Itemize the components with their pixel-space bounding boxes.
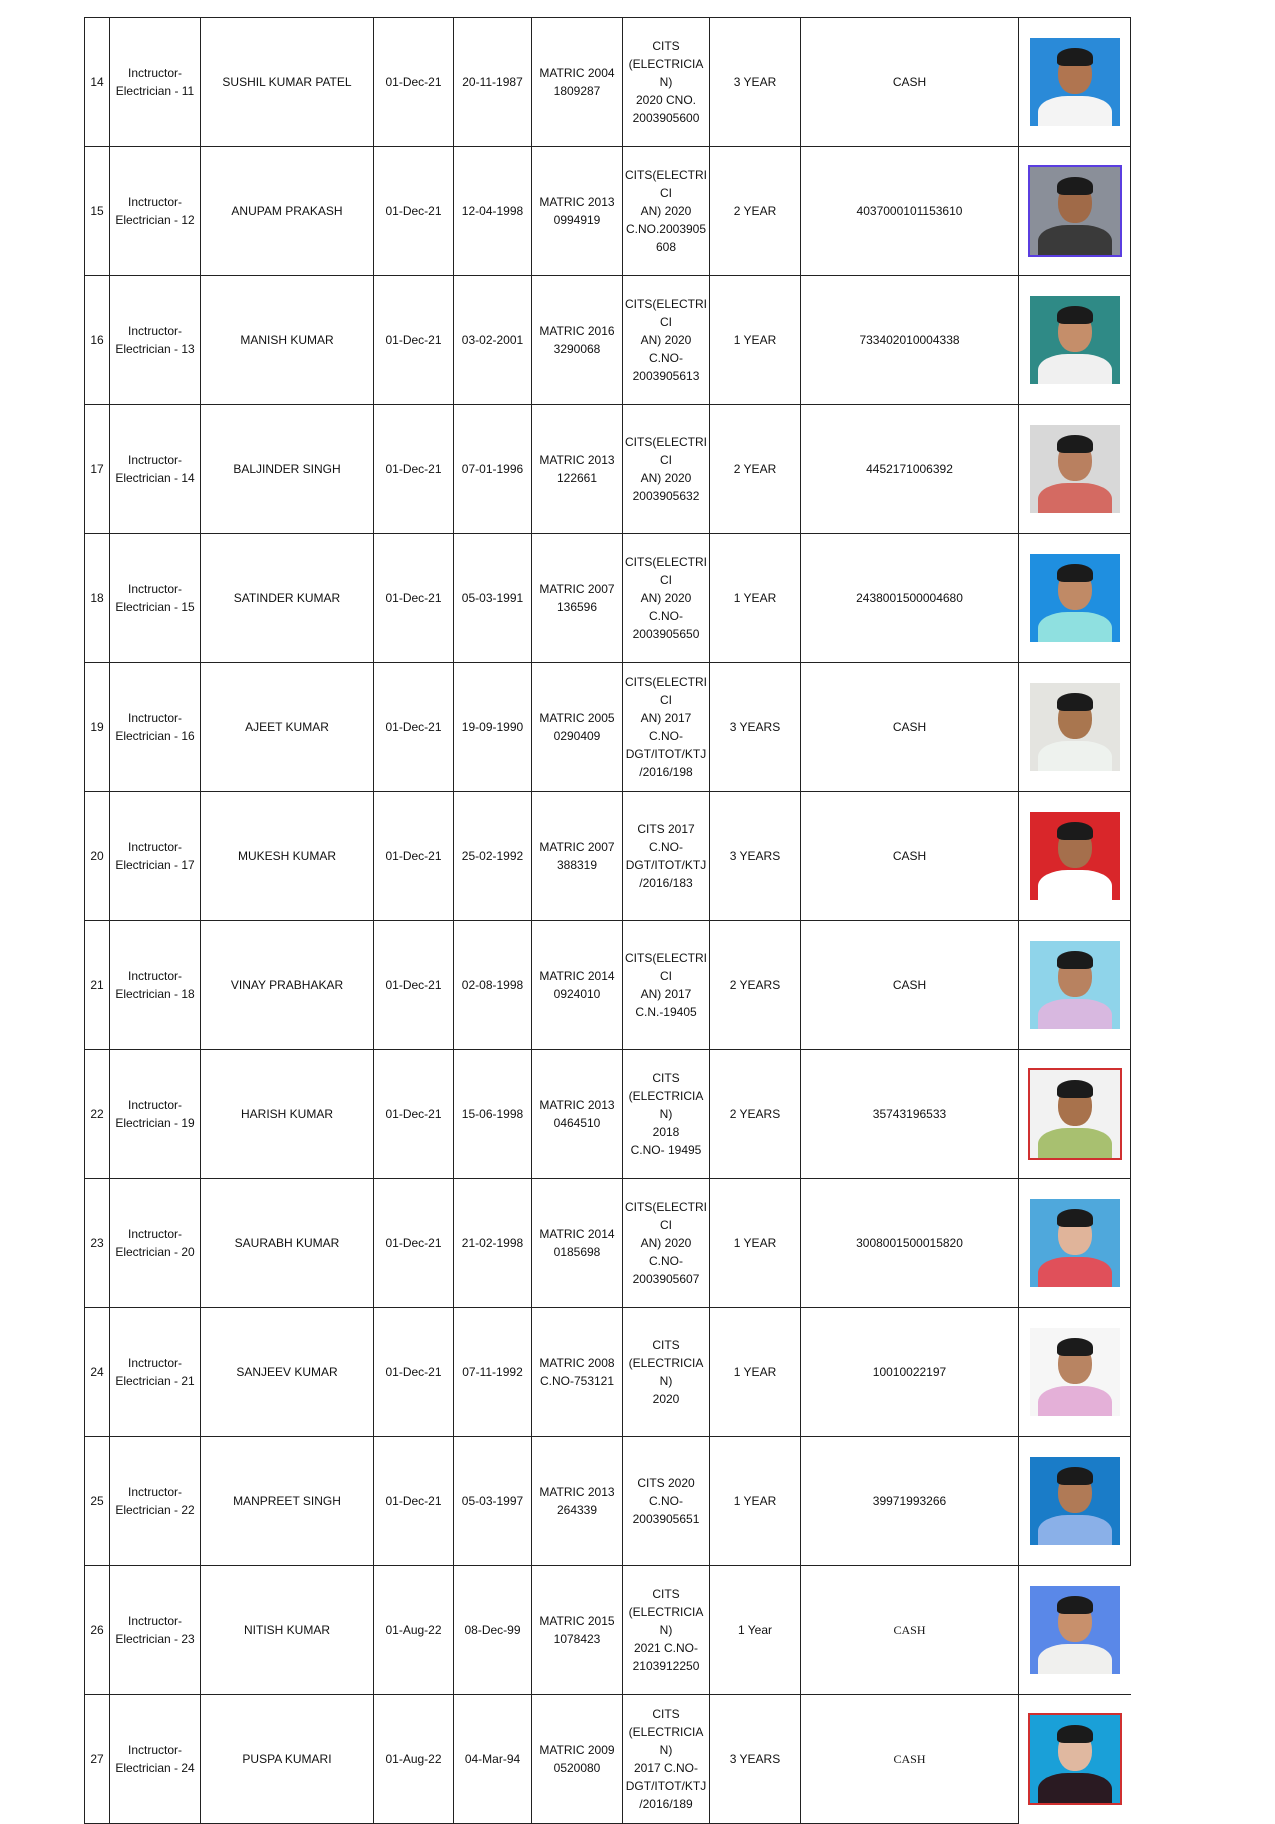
- photo-cell: [1019, 792, 1131, 921]
- applicant-name: MANISH KUMAR: [201, 276, 374, 405]
- cits-certificate: CITS (ELECTRICIAN) 2020 CNO. 2003905600: [623, 18, 710, 147]
- applicant-name: NITISH KUMAR: [201, 1566, 374, 1695]
- applicant-photo-icon: [1030, 296, 1120, 384]
- payment-details: 733402010004338: [801, 276, 1019, 405]
- experience: 3 YEARS: [710, 1695, 801, 1824]
- post-name: Inctructor- Electrician - 18: [110, 921, 201, 1050]
- applicant-name: SANJEEV KUMAR: [201, 1308, 374, 1437]
- photo-cell: [1019, 1179, 1131, 1308]
- photo-hair: [1057, 1209, 1093, 1227]
- photo-cell: [1019, 663, 1131, 792]
- table-row: [85, 534, 1131, 663]
- experience: 1 Year: [710, 1566, 801, 1695]
- applicant-photo-icon: [1030, 1328, 1120, 1416]
- date-of-joining: 01-Aug-22: [374, 1566, 454, 1695]
- post-name: Inctructor- Electrician - 19: [110, 1050, 201, 1179]
- date-of-birth: 04-Mar-94: [454, 1695, 532, 1824]
- experience: 2 YEAR: [710, 147, 801, 276]
- photo-cell: [1019, 534, 1131, 663]
- table-row: [85, 1050, 1131, 1179]
- date-of-birth: 02-08-1998: [454, 921, 532, 1050]
- serial-number: 22: [85, 1050, 110, 1179]
- table-row: [85, 1437, 1131, 1566]
- photo-cell: [1019, 276, 1131, 405]
- photo-shirt: [1038, 96, 1112, 126]
- applicant-photo-icon: [1030, 1586, 1120, 1674]
- photo-shirt: [1038, 1644, 1112, 1674]
- date-of-joining: 01-Dec-21: [374, 792, 454, 921]
- post-name: Inctructor- Electrician - 20: [110, 1179, 201, 1308]
- serial-number: 14: [85, 18, 110, 147]
- applicant-photo-icon: [1030, 1199, 1120, 1287]
- photo-hair: [1057, 693, 1093, 711]
- photo-shirt: [1038, 999, 1112, 1029]
- date-of-joining: 01-Dec-21: [374, 405, 454, 534]
- payment-details: CASH: [801, 1566, 1019, 1695]
- applicant-photo-icon: [1030, 1457, 1120, 1545]
- payment-details: 4037000101153610: [801, 147, 1019, 276]
- photo-cell: [1019, 1050, 1131, 1179]
- serial-number: 15: [85, 147, 110, 276]
- date-of-joining: 01-Dec-21: [374, 18, 454, 147]
- cits-certificate: CITS (ELECTRICIAN) 2020: [623, 1308, 710, 1437]
- table-row: [85, 1308, 1131, 1437]
- experience: 3 YEAR: [710, 18, 801, 147]
- serial-number: 21: [85, 921, 110, 1050]
- photo-shirt: [1038, 483, 1112, 513]
- post-name: Inctructor- Electrician - 13: [110, 276, 201, 405]
- serial-number: 18: [85, 534, 110, 663]
- table-row: [85, 663, 1131, 792]
- payment-details: CASH: [801, 18, 1019, 147]
- serial-number: 23: [85, 1179, 110, 1308]
- post-name: Inctructor- Electrician - 21: [110, 1308, 201, 1437]
- photo-shirt: [1038, 1515, 1112, 1545]
- applicant-name: SUSHIL KUMAR PATEL: [201, 18, 374, 147]
- post-name: Inctructor- Electrician - 23: [110, 1566, 201, 1695]
- serial-number: 25: [85, 1437, 110, 1566]
- post-name: Inctructor- Electrician - 15: [110, 534, 201, 663]
- matric-details: MATRIC 2014 0185698: [532, 1179, 623, 1308]
- applicant-name: ANUPAM PRAKASH: [201, 147, 374, 276]
- photo-cell: [1019, 1308, 1131, 1437]
- table-row: [85, 1566, 1131, 1695]
- applicant-name: MANPREET SINGH: [201, 1437, 374, 1566]
- serial-number: 17: [85, 405, 110, 534]
- photo-hair: [1057, 951, 1093, 969]
- date-of-birth: 20-11-1987: [454, 18, 532, 147]
- cits-certificate: CITS (ELECTRICIAN) 2018 C.NO- 19495: [623, 1050, 710, 1179]
- date-of-birth: 05-03-1997: [454, 1437, 532, 1566]
- matric-details: MATRIC 2004 1809287: [532, 18, 623, 147]
- matric-details: MATRIC 2015 1078423: [532, 1566, 623, 1695]
- table-row: [85, 792, 1131, 921]
- photo-hair: [1057, 177, 1093, 195]
- photo-shirt: [1038, 1386, 1112, 1416]
- photo-hair: [1057, 564, 1093, 582]
- applicant-photo-icon: [1030, 38, 1120, 126]
- post-name: Inctructor- Electrician - 22: [110, 1437, 201, 1566]
- payment-details: CASH: [801, 921, 1019, 1050]
- date-of-joining: 01-Dec-21: [374, 534, 454, 663]
- photo-shirt: [1038, 1128, 1112, 1158]
- cits-certificate: CITS 2020 C.NO- 2003905651: [623, 1437, 710, 1566]
- applicant-photo-icon: [1030, 1070, 1120, 1158]
- post-name: Inctructor- Electrician - 14: [110, 405, 201, 534]
- photo-cell: [1019, 921, 1131, 1050]
- experience: 3 YEARS: [710, 792, 801, 921]
- payment-details: 4452171006392: [801, 405, 1019, 534]
- matric-details: MATRIC 2007 388319: [532, 792, 623, 921]
- date-of-birth: 21-02-1998: [454, 1179, 532, 1308]
- photo-hair: [1057, 1596, 1093, 1614]
- photo-shirt: [1038, 1257, 1112, 1287]
- photo-hair: [1057, 306, 1093, 324]
- date-of-joining: 01-Dec-21: [374, 1050, 454, 1179]
- table-row: [85, 921, 1131, 1050]
- post-name: Inctructor- Electrician - 12: [110, 147, 201, 276]
- experience: 2 YEARS: [710, 1050, 801, 1179]
- table-row: [85, 1179, 1131, 1308]
- payment-details: CASH: [801, 1695, 1019, 1824]
- cits-certificate: CITS(ELECTRICI AN) 2020 C.NO- 2003905607: [623, 1179, 710, 1308]
- experience: 1 YEAR: [710, 1437, 801, 1566]
- applicant-photo-icon: [1030, 941, 1120, 1029]
- table-row: [85, 405, 1131, 534]
- date-of-birth: 08-Dec-99: [454, 1566, 532, 1695]
- matric-details: MATRIC 2008 C.NO-753121: [532, 1308, 623, 1437]
- photo-hair: [1057, 48, 1093, 66]
- cits-certificate: CITS(ELECTRICI AN) 2017 C.NO- DGT/ITOT/KTJ /2016/198: [623, 663, 710, 792]
- matric-details: MATRIC 2007 136596: [532, 534, 623, 663]
- applicant-photo-icon: [1030, 683, 1120, 771]
- experience: 2 YEAR: [710, 405, 801, 534]
- post-name: Inctructor- Electrician - 11: [110, 18, 201, 147]
- applicant-name: SATINDER KUMAR: [201, 534, 374, 663]
- date-of-birth: 07-01-1996: [454, 405, 532, 534]
- date-of-joining: 01-Dec-21: [374, 276, 454, 405]
- cits-certificate: CITS(ELECTRICI AN) 2020 C.NO- 2003905650: [623, 534, 710, 663]
- photo-shirt: [1038, 741, 1112, 771]
- date-of-birth: 15-06-1998: [454, 1050, 532, 1179]
- date-of-joining: 01-Dec-21: [374, 147, 454, 276]
- date-of-birth: 07-11-1992: [454, 1308, 532, 1437]
- applicant-name: PUSPA KUMARI: [201, 1695, 374, 1824]
- experience: 3 YEARS: [710, 663, 801, 792]
- matric-details: MATRIC 2016 3290068: [532, 276, 623, 405]
- serial-number: 24: [85, 1308, 110, 1437]
- payment-details: 3008001500015820: [801, 1179, 1019, 1308]
- date-of-birth: 03-02-2001: [454, 276, 532, 405]
- photo-cell: [1019, 1695, 1131, 1824]
- post-name: Inctructor- Electrician - 16: [110, 663, 201, 792]
- experience: 1 YEAR: [710, 534, 801, 663]
- photo-shirt: [1038, 612, 1112, 642]
- date-of-joining: 01-Dec-21: [374, 1308, 454, 1437]
- serial-number: 20: [85, 792, 110, 921]
- matric-details: MATRIC 2013 264339: [532, 1437, 623, 1566]
- experience: 1 YEAR: [710, 1179, 801, 1308]
- date-of-joining: 01-Dec-21: [374, 663, 454, 792]
- matric-details: MATRIC 2013 0464510: [532, 1050, 623, 1179]
- photo-hair: [1057, 1338, 1093, 1356]
- photo-hair: [1057, 1080, 1093, 1098]
- date-of-birth: 25-02-1992: [454, 792, 532, 921]
- serial-number: 16: [85, 276, 110, 405]
- date-of-birth: 05-03-1991: [454, 534, 532, 663]
- table-row: [85, 18, 1131, 147]
- instructor-roster-table: [84, 17, 1131, 1824]
- applicant-photo-icon: [1030, 554, 1120, 642]
- cits-certificate: CITS(ELECTRICI AN) 2020 C.NO- 2003905613: [623, 276, 710, 405]
- serial-number: 19: [85, 663, 110, 792]
- matric-details: MATRIC 2014 0924010: [532, 921, 623, 1050]
- payment-details: 35743196533: [801, 1050, 1019, 1179]
- date-of-joining: 01-Aug-22: [374, 1695, 454, 1824]
- matric-details: MATRIC 2005 0290409: [532, 663, 623, 792]
- payment-details: CASH: [801, 663, 1019, 792]
- payment-details: 10010022197: [801, 1308, 1019, 1437]
- photo-hair: [1057, 1467, 1093, 1485]
- photo-cell: [1019, 147, 1131, 276]
- photo-cell: [1019, 1566, 1131, 1695]
- matric-details: MATRIC 2013 122661: [532, 405, 623, 534]
- applicant-name: HARISH KUMAR: [201, 1050, 374, 1179]
- applicant-photo-icon: [1030, 425, 1120, 513]
- cits-certificate: CITS(ELECTRICI AN) 2020 C.NO.2003905 608: [623, 147, 710, 276]
- photo-shirt: [1038, 1773, 1112, 1803]
- date-of-birth: 19-09-1990: [454, 663, 532, 792]
- matric-details: MATRIC 2013 0994919: [532, 147, 623, 276]
- applicant-name: MUKESH KUMAR: [201, 792, 374, 921]
- roster-body: [85, 18, 1131, 1824]
- experience: 2 YEARS: [710, 921, 801, 1050]
- applicant-name: AJEET KUMAR: [201, 663, 374, 792]
- table-row: [85, 147, 1131, 276]
- applicant-photo-icon: [1030, 1715, 1120, 1803]
- cits-certificate: CITS(ELECTRICI AN) 2017 C.N.-19405: [623, 921, 710, 1050]
- photo-hair: [1057, 435, 1093, 453]
- cits-certificate: CITS (ELECTRICIAN) 2021 C.NO- 2103912250: [623, 1566, 710, 1695]
- experience: 1 YEAR: [710, 276, 801, 405]
- post-name: Inctructor- Electrician - 24: [110, 1695, 201, 1824]
- photo-cell: [1019, 405, 1131, 534]
- photo-hair: [1057, 822, 1093, 840]
- date-of-birth: 12-04-1998: [454, 147, 532, 276]
- date-of-joining: 01-Dec-21: [374, 1437, 454, 1566]
- matric-details: MATRIC 2009 0520080: [532, 1695, 623, 1824]
- photo-shirt: [1038, 354, 1112, 384]
- date-of-joining: 01-Dec-21: [374, 921, 454, 1050]
- post-name: Inctructor- Electrician - 17: [110, 792, 201, 921]
- applicant-photo-icon: [1030, 167, 1120, 255]
- table-row: [85, 276, 1131, 405]
- serial-number: 26: [85, 1566, 110, 1695]
- table-row: [85, 1695, 1131, 1824]
- cits-certificate: CITS 2017 C.NO- DGT/ITOT/KTJ /2016/183: [623, 792, 710, 921]
- cits-certificate: CITS (ELECTRICIAN) 2017 C.NO- DGT/ITOT/KTJ /2016/189: [623, 1695, 710, 1824]
- photo-cell: [1019, 18, 1131, 147]
- applicant-name: BALJINDER SINGH: [201, 405, 374, 534]
- applicant-name: VINAY PRABHAKAR: [201, 921, 374, 1050]
- payment-details: CASH: [801, 792, 1019, 921]
- cits-certificate: CITS(ELECTRICI AN) 2020 2003905632: [623, 405, 710, 534]
- payment-details: 39971993266: [801, 1437, 1019, 1566]
- serial-number: 27: [85, 1695, 110, 1824]
- applicant-photo-icon: [1030, 812, 1120, 900]
- photo-shirt: [1038, 225, 1112, 255]
- payment-details: 2438001500004680: [801, 534, 1019, 663]
- photo-shirt: [1038, 870, 1112, 900]
- photo-hair: [1057, 1725, 1093, 1743]
- experience: 1 YEAR: [710, 1308, 801, 1437]
- applicant-name: SAURABH KUMAR: [201, 1179, 374, 1308]
- photo-cell: [1019, 1437, 1131, 1566]
- date-of-joining: 01-Dec-21: [374, 1179, 454, 1308]
